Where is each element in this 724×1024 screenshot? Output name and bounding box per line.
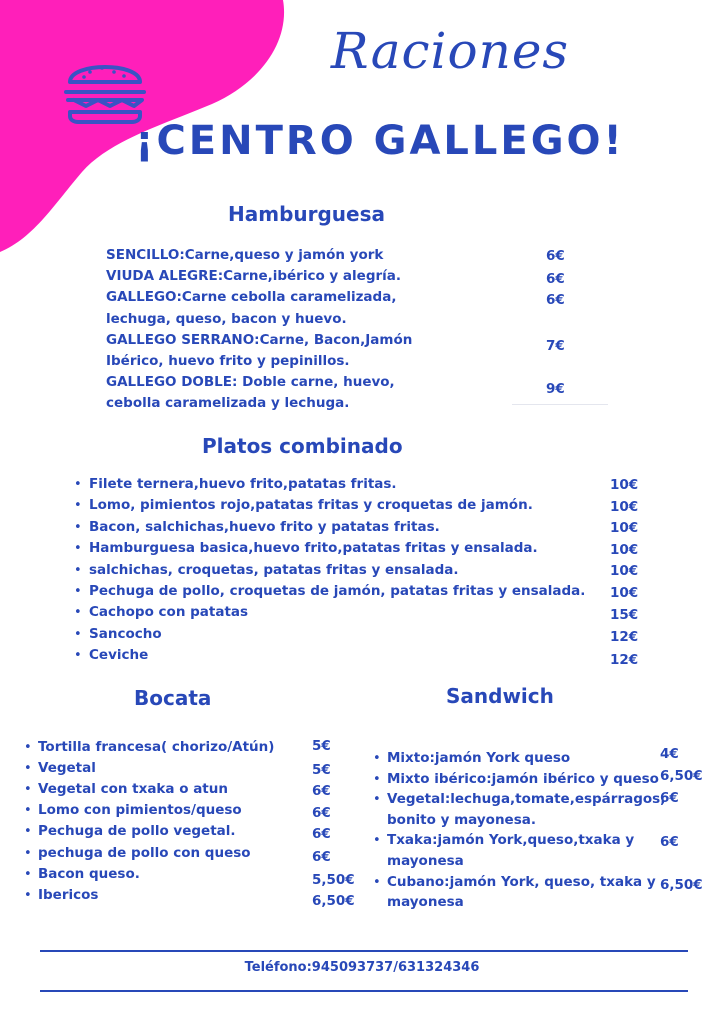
menu-item-text: pechuga de pollo con queso xyxy=(38,844,251,861)
menu-item-text: Pechuga de pollo vegetal. xyxy=(38,823,236,840)
bullet: • xyxy=(24,761,32,777)
menu-item-text: Ibérico, huevo frito y pepinillos. xyxy=(106,353,350,369)
bullet: • xyxy=(24,887,32,903)
menu-item-price: 6,50€ xyxy=(660,768,703,784)
menu-item-text: GALLEGO DOBLE: Doble carne, huevo, xyxy=(106,374,395,391)
menu-item-text: Cachopo con patatas xyxy=(89,604,249,621)
bocata-heading: Bocata xyxy=(134,686,212,710)
menu-item-price: 6€ xyxy=(660,790,679,806)
menu-item-price: 5€ xyxy=(312,762,331,778)
footer-top-rule xyxy=(40,950,688,952)
menu-item-text: mayonesa xyxy=(387,894,464,911)
menu-item-text: SENCILLO:Carne,queso y jamón york xyxy=(106,247,384,263)
menu-item-text: GALLEGO:Carne cebolla caramelizada, xyxy=(106,289,397,306)
menu-item-price: 6€ xyxy=(546,271,565,287)
menu-item-text: mayonesa xyxy=(387,853,464,869)
menu-item-text: Vegetal:lechuga,tomate,espárragos, xyxy=(387,791,666,808)
menu-item-price: 10€ xyxy=(610,499,639,515)
script-title: Raciones xyxy=(330,22,570,80)
bullet: • xyxy=(373,792,381,808)
menu-item-price: 9€ xyxy=(546,381,565,397)
bullet: • xyxy=(74,541,82,557)
menu-item-text: Lomo, pimientos rojo,patatas fritas y croquetas de jamón. xyxy=(89,497,533,514)
bullet: • xyxy=(74,626,82,642)
bullet: • xyxy=(373,771,381,787)
menu-item-text: Sancocho xyxy=(89,625,162,642)
menu-item-price: 6€ xyxy=(660,834,679,850)
menu-item-text: Txaka:jamón York,queso,txaka y xyxy=(387,832,635,849)
menu-item-text: Pechuga de pollo, croquetas de jamón, patatas fritas y ensalada. xyxy=(89,583,586,599)
menu-item-text: Lomo con pimientos/queso xyxy=(38,802,242,819)
hamburger-icon xyxy=(62,54,148,126)
menu-item-price: 15€ xyxy=(610,607,639,623)
bullet: • xyxy=(74,584,82,599)
menu-item-text: Bacon, salchichas,huevo frito y patatas fritas. xyxy=(89,518,440,535)
bullet: • xyxy=(24,845,32,861)
bullet: • xyxy=(74,605,82,621)
bullet: • xyxy=(74,477,82,492)
bullet: • xyxy=(373,874,381,890)
bullet: • xyxy=(373,751,381,766)
menu-item-price: 10€ xyxy=(610,520,639,536)
menu-item-text: Tortilla francesa( chorizo/Atún) xyxy=(38,739,275,755)
menu-item-price: 5,50€ xyxy=(312,872,355,888)
menu-item-price: 12€ xyxy=(610,652,639,668)
menu-item-price: 6€ xyxy=(312,849,331,865)
menu-item-text: Bacon queso. xyxy=(38,865,140,882)
menu-item-price: 4€ xyxy=(660,746,679,762)
menu-item-price: 6€ xyxy=(546,248,565,264)
footer-phone: Teléfono:945093737/631324346 xyxy=(244,960,480,975)
menu-item-price: 6€ xyxy=(312,783,331,799)
menu-item-price: 6€ xyxy=(312,805,331,821)
main-title: ¡CENTRO GALLEGO! xyxy=(135,118,625,164)
menu-item-price: 10€ xyxy=(610,542,639,558)
platos-heading: Platos combinado xyxy=(202,434,403,458)
menu-item-price: 7€ xyxy=(546,338,565,354)
menu-item-text: lechuga, queso, bacon y huevo. xyxy=(106,310,347,327)
menu-item-text: Ibericos xyxy=(38,886,99,903)
menu-item-text: Mixto ibérico:jamón ibérico y queso xyxy=(387,770,659,787)
bullet: • xyxy=(74,562,82,578)
bullet: • xyxy=(24,740,32,755)
menu-item-text: Hamburguesa basica,huevo frito,patatas fritas y ensalada. xyxy=(89,540,538,557)
bullet: • xyxy=(74,498,82,514)
menu-item-text: Vegetal xyxy=(38,760,96,777)
menu-item-text: cebolla caramelizada y lechuga. xyxy=(106,395,350,412)
menu-item-text: salchichas, croquetas, patatas fritas y ensalada. xyxy=(89,561,459,578)
menu-item-text: Vegetal con txaka o atun xyxy=(38,781,228,798)
menu-item-price: 12€ xyxy=(610,629,639,645)
menu-item-price: 10€ xyxy=(610,563,639,579)
bullet: • xyxy=(24,782,32,798)
bullet: • xyxy=(74,519,82,535)
menu-item-text: bonito y mayonesa. xyxy=(387,811,536,828)
menu-item-price: 6,50€ xyxy=(312,893,355,909)
bullet: • xyxy=(24,866,32,882)
menu-item-text: Mixto:jamón York queso xyxy=(387,750,571,766)
menu-item-text: VIUDA ALEGRE:Carne,ibérico y alegría. xyxy=(106,268,402,285)
bullet: • xyxy=(24,803,32,819)
footer-bottom-rule xyxy=(40,990,688,992)
menu-item-price: 10€ xyxy=(610,477,639,493)
menu-item-price: 6€ xyxy=(546,292,565,308)
menu-item-text: Filete ternera,huevo frito,patatas fritas. xyxy=(89,476,397,492)
menu-item-text: Ceviche xyxy=(89,647,149,664)
bullet: • xyxy=(74,648,82,664)
menu-item-text: GALLEGO SERRANO:Carne, Bacon,Jamón xyxy=(106,331,413,348)
bullet: • xyxy=(373,833,381,849)
bullet: • xyxy=(24,824,32,840)
menu-item-text: Cubano:jamón York, queso, txaka y xyxy=(387,873,656,890)
menu-item-price: 6€ xyxy=(312,826,331,842)
sandwich-heading: Sandwich xyxy=(446,684,554,708)
menu-item-price: 10€ xyxy=(610,585,639,601)
menu-item-price: 5€ xyxy=(312,738,331,754)
divider xyxy=(512,404,608,405)
hamburguesa-heading: Hamburguesa xyxy=(228,202,386,226)
menu-item-price: 6,50€ xyxy=(660,877,703,893)
